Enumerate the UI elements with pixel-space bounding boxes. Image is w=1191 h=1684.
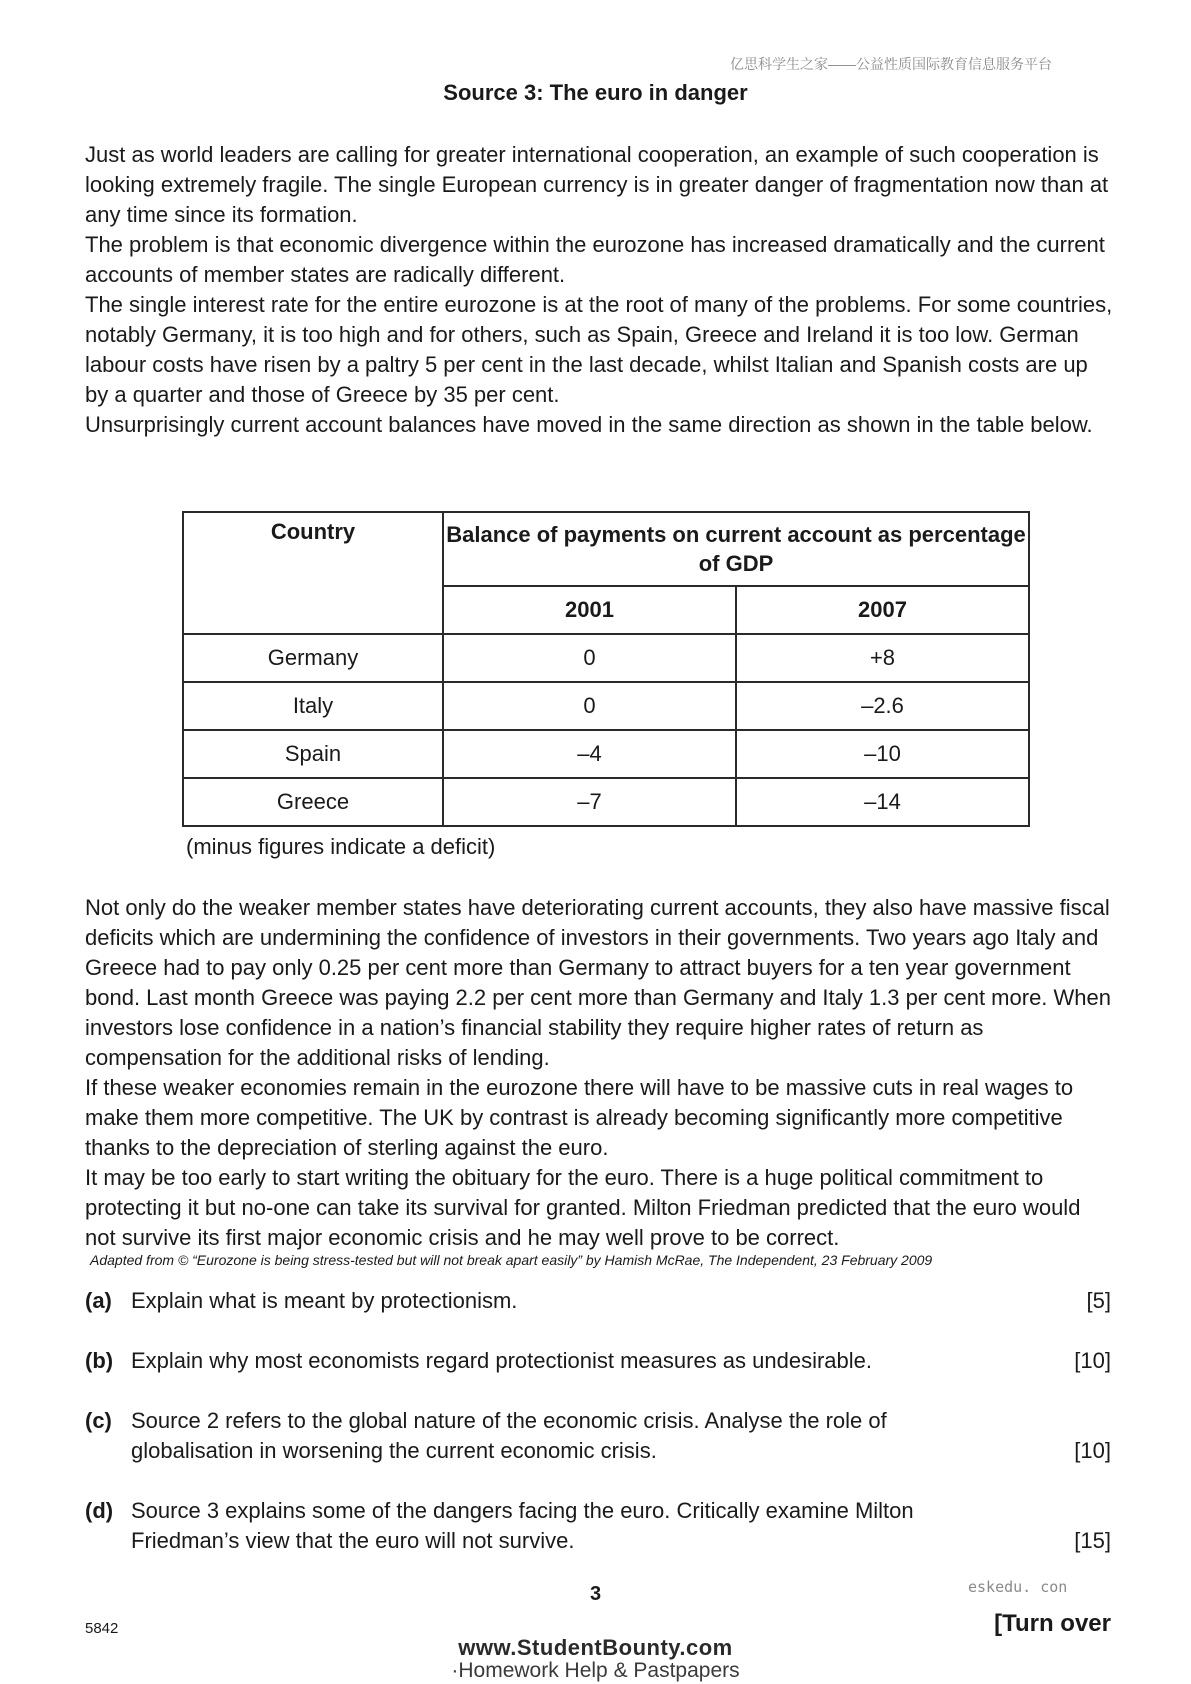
turn-over-label: [Turn over (994, 1610, 1111, 1637)
country-cell: Italy (183, 682, 443, 730)
watermark-top: 亿思科学生之家——公益性质国际教育信息服务平台 (730, 56, 1052, 72)
watermark-bottom: eskedu. con (968, 1578, 1068, 1596)
body-text-bottom (85, 893, 1115, 1253)
value-cell: –2.6 (736, 682, 1029, 730)
question-d (85, 1496, 1111, 1556)
table-row (183, 778, 1029, 826)
column-header-country: Country (183, 512, 443, 634)
balance-of-payments-table (182, 511, 1030, 827)
question-marks: [15] (1074, 1528, 1111, 1553)
table-row (183, 634, 1029, 682)
column-header-balance: Balance of payments on current account as percentage of GDP (443, 512, 1029, 586)
logo-url: www.StudentBounty.com (458, 1635, 733, 1660)
question-text: Explain what is meant by protectionism. (131, 1288, 518, 1313)
paragraph: It may be too early to start writing the obituary for the euro. There is a huge political commitment to protecting it but no-one can take its survival for granted. Milton Friedman predicted that the euro would not survive its first major economic crisis and he may well prove to be correct. (85, 1165, 1081, 1250)
question-marks: [10] (1074, 1438, 1111, 1463)
table-row (183, 730, 1029, 778)
question-marks: [10] (1074, 1348, 1111, 1373)
question-text: Source 3 explains some of the dangers facing the euro. Critically examine Milton Friedman’s view that the euro will not survive. (131, 1498, 914, 1553)
question-c (85, 1406, 1111, 1466)
question-letter: (c) (85, 1408, 112, 1433)
question-marks: [5] (1086, 1288, 1111, 1313)
question-b (85, 1346, 1111, 1376)
paragraph: Not only do the weaker member states have deteriorating current accounts, they also have massive fiscal deficits which are undermining the confidence of investors in their governments. Two years ago Italy and Greece had to pay only 0.25 per cent more than Germany to attract buyers for a ten year government bond. Last month Greece was paying 2.2 per cent more than Germany and Italy 1.3 per cent more. When investors lose confidence in a nation’s financial stability they require higher rates of return as compensation for the additional risks of lending. (85, 895, 1111, 1070)
value-cell: 0 (443, 682, 736, 730)
page-title: Source 3: The euro in danger (443, 80, 748, 105)
value-cell: –4 (443, 730, 736, 778)
value-cell: 0 (443, 634, 736, 682)
table-row (183, 682, 1029, 730)
paragraph: If these weaker economies remain in the eurozone there will have to be massive cuts in real wages to make them more competitive. The UK by contrast is already becoming significantly more competitive thanks to the depreciation of sterling against the euro. (85, 1075, 1074, 1160)
country-cell: Greece (183, 778, 443, 826)
page-number: 3 (589, 1583, 602, 1605)
value-cell: –7 (443, 778, 736, 826)
studentbounty-logo (0, 1636, 1191, 1682)
question-text: Explain why most economists regard protectionist measures as undesirable. (131, 1348, 873, 1373)
question-letter: (a) (85, 1288, 112, 1313)
body-text-top (85, 140, 1115, 440)
source-credit: Adapted from © “Eurozone is being stress-tested but will not break apart easily” by Hamish McRae, The Independent, 23 February 2009 (90, 1252, 933, 1268)
column-header-year: 2007 (736, 586, 1029, 634)
question-a (85, 1286, 1111, 1316)
value-cell: –10 (736, 730, 1029, 778)
question-letter: (d) (85, 1498, 114, 1523)
question-letter: (b) (85, 1348, 114, 1373)
document-code: 5842 (85, 1620, 119, 1637)
paragraph: The problem is that economic divergence within the eurozone has increased dramatically and the current accounts of member states are radically different. (85, 232, 1105, 287)
country-cell: Germany (183, 634, 443, 682)
value-cell: –14 (736, 778, 1029, 826)
paragraph: The single interest rate for the entire eurozone is at the root of many of the problems. For some countries, notably Germany, it is too high and for others, such as Spain, Greece and Ireland it is too low. German labour costs have risen by a paltry 5 per cent in the last decade, whilst Italian and Spanish costs are up by a quarter and those of Greece by 35 per cent. (85, 292, 1113, 407)
paragraph: Just as world leaders are calling for greater international cooperation, an example of such cooperation is looking extremely fragile. The single European currency is in greater danger of fragmentation now than at any time since its formation. (85, 142, 1109, 227)
column-header-year: 2001 (443, 586, 736, 634)
paragraph: Unsurprisingly current account balances have moved in the same direction as shown in the table below. (85, 412, 1093, 437)
question-text: Source 2 refers to the global nature of the economic crisis. Analyse the role of globalisation in worsening the current economic crisis. (131, 1408, 887, 1463)
value-cell: +8 (736, 634, 1029, 682)
logo-tagline: ·Homework Help & Pastpapers (451, 1659, 740, 1682)
table-note: (minus figures indicate a deficit) (186, 834, 496, 859)
country-cell: Spain (183, 730, 443, 778)
